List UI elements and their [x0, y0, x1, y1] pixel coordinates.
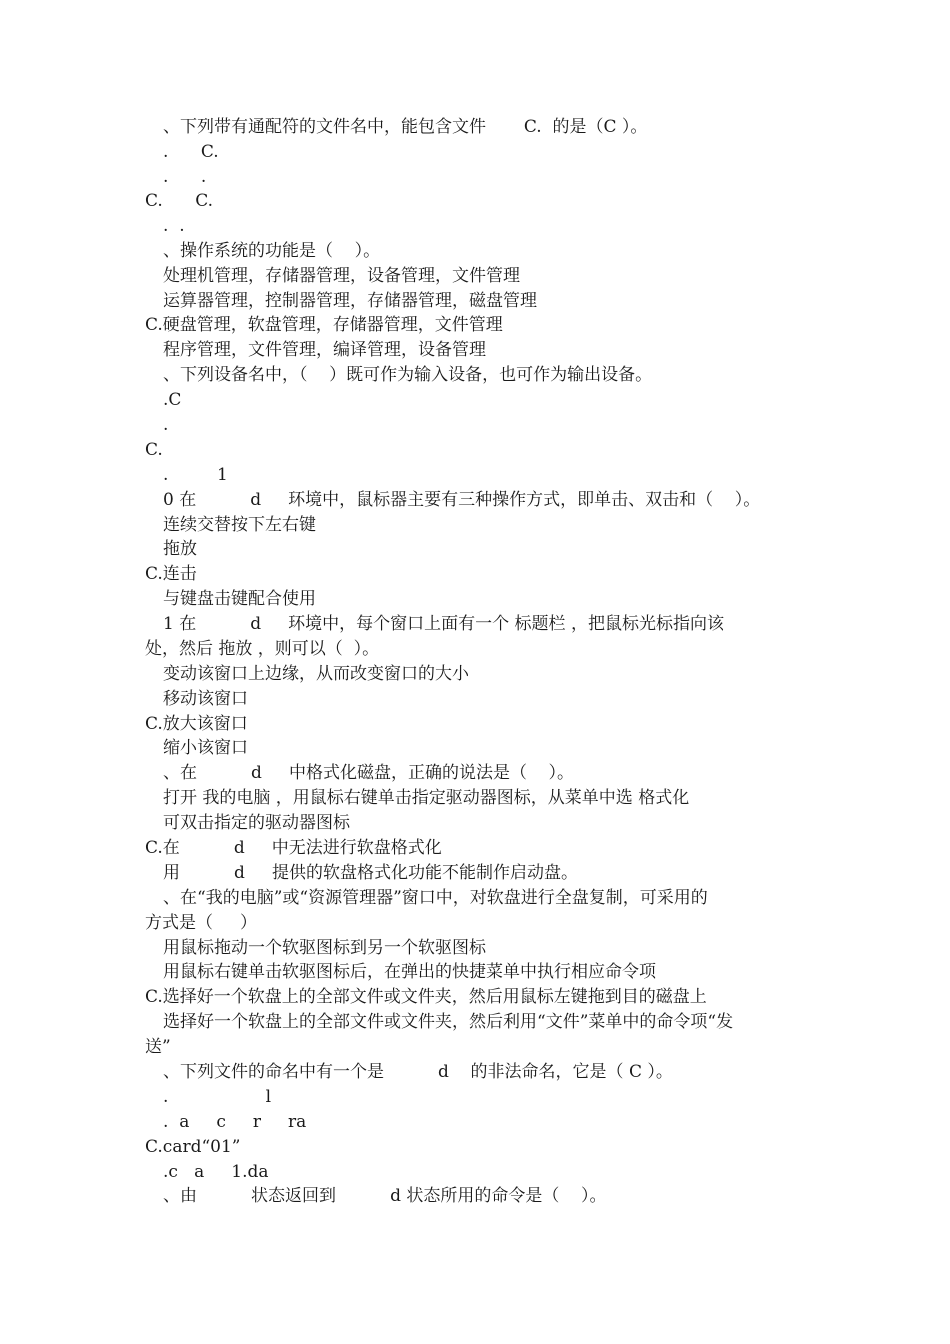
- text-line: . l: [163, 1087, 272, 1107]
- text-line: 变动该窗口上边缘，从而改变窗口的大小: [163, 664, 469, 684]
- text-line: 、下列设备名中，（ ）既可作为输入设备，也可作为输出设备。: [163, 365, 653, 385]
- text-line: . C.: [163, 142, 219, 162]
- text-line: . .: [163, 167, 207, 187]
- text-line: C.: [145, 440, 163, 460]
- text-line: 与键盘击键配合使用: [163, 589, 316, 609]
- text-line: 用鼠标拖动一个软驱图标到另一个软驱图标: [163, 938, 486, 958]
- text-line: 可双击指定的驱动器图标: [163, 813, 350, 833]
- text-line: C.硬盘管理，软盘管理，存储器管理，文件管理: [145, 315, 503, 335]
- text-line: 0 在 d 环境中，鼠标器主要有三种操作方式，即单击、双击和（ ）。: [163, 490, 761, 510]
- text-line: 拖放: [163, 539, 197, 559]
- text-line: C.连击: [145, 564, 197, 584]
- text-line: .C: [163, 390, 182, 410]
- text-line: 、由 状态返回到 d 状态所用的命令是（ ）。: [163, 1186, 607, 1206]
- text-line: C.放大该窗口: [145, 714, 248, 734]
- text-line: 打开 我的电脑 ，用鼠标右键单击指定驱动器图标，从菜单中选 格式化: [163, 788, 690, 808]
- text-line: 1 在 d 环境中，每个窗口上面有一个 标题栏 ，把鼠标光标指向该: [163, 614, 724, 634]
- text-line: 用鼠标右键单击软驱图标后，在弹出的快捷菜单中执行相应命令项: [163, 962, 656, 982]
- text-line: 移动该窗口: [163, 689, 248, 709]
- text-line: 连续交替按下左右键: [163, 515, 316, 535]
- text-line: .: [163, 415, 169, 435]
- text-line: . 1: [163, 465, 228, 485]
- text-line: C.选择好一个软盘上的全部文件或文件夹，然后用鼠标左键拖到目的磁盘上: [145, 987, 707, 1007]
- text-line: 处，然后 拖放 ，则可以（ ）。: [145, 639, 380, 659]
- text-line: 用 d 提供的软盘格式化功能不能制作启动盘。: [163, 863, 578, 883]
- text-line: C. C.: [145, 191, 214, 211]
- text-line: 、在 d 中格式化磁盘，正确的说法是（ ）。: [163, 763, 575, 783]
- text-line: 、操作系统的功能是（ ）。: [163, 241, 381, 261]
- text-line: C.card“01”: [145, 1137, 241, 1157]
- text-line: C.在 d 中无法进行软盘格式化: [145, 838, 442, 858]
- text-line: . .: [163, 216, 185, 236]
- text-line: 缩小该窗口: [163, 738, 248, 758]
- text-line: 送”: [145, 1037, 171, 1057]
- text-line: 、下列文件的命名中有一个是 d 的非法命名，它是（ C ）。: [163, 1062, 673, 1082]
- text-line: 选择好一个软盘上的全部文件或文件夹，然后利用“文件”菜单中的命令项“发: [163, 1012, 734, 1032]
- text-line: 方式是（ ）: [145, 913, 258, 933]
- text-line: . a c r ra: [163, 1112, 307, 1132]
- text-line: 程序管理，文件管理，编译管理，设备管理: [163, 340, 486, 360]
- text-line: 、在“我的电脑”或“资源管理器”窗口中，对软盘进行全盘复制，可采用的: [163, 888, 708, 908]
- text-line: 、下列带有通配符的文件名中，能包含文件 C. 的是（C ）。: [163, 117, 648, 137]
- text-line: .c a 1.da: [163, 1162, 269, 1182]
- text-line: 处理机管理，存储器管理，设备管理，文件管理: [163, 266, 520, 286]
- text-line: 运算器管理，控制器管理，存储器管理，磁盘管理: [163, 291, 537, 311]
